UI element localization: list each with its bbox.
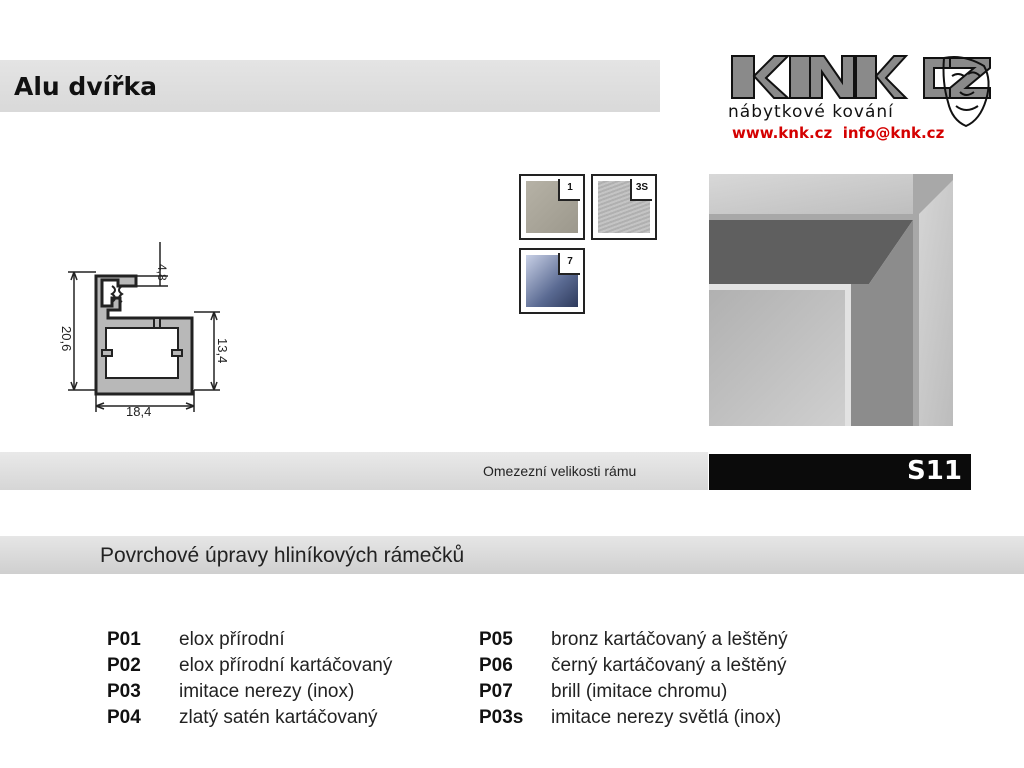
finish-name: imitace nerezy světlá (inox) bbox=[551, 707, 782, 728]
logo-wordmark: nábytkové kování bbox=[728, 102, 894, 122]
finish-code: P02 bbox=[107, 655, 141, 676]
dim-right-label: 13,4 bbox=[215, 338, 230, 364]
finish-code: P01 bbox=[107, 629, 141, 650]
swatch-label: 1 bbox=[558, 179, 580, 201]
dim-height-label: 20,6 bbox=[59, 326, 74, 352]
list-item bbox=[107, 705, 392, 731]
profile-section-shape bbox=[96, 276, 192, 394]
logo-contacts: www.knk.cz info@knk.cz bbox=[732, 124, 945, 142]
finish-name: bronz kartáčovaný a leštěný bbox=[551, 629, 788, 650]
list-item bbox=[479, 627, 788, 653]
frame-corner-photo bbox=[709, 174, 953, 426]
finish-code: P04 bbox=[107, 707, 141, 728]
dim-top-label: 4,8 bbox=[155, 264, 169, 281]
finish-code: P07 bbox=[479, 681, 513, 702]
finish-name: černý kartáčovaný a leštěný bbox=[551, 655, 787, 676]
list-item bbox=[107, 653, 392, 679]
list-item bbox=[107, 679, 392, 705]
finishes-section-title: Povrchové úpravy hliníkových rámečků bbox=[100, 544, 465, 567]
finishes-list-right bbox=[479, 627, 788, 731]
finish-code: P03s bbox=[479, 707, 524, 728]
finish-code: P05 bbox=[479, 629, 513, 650]
profile-code: S11 bbox=[907, 456, 962, 486]
finish-swatch-3s bbox=[591, 174, 657, 240]
list-item bbox=[479, 705, 788, 731]
list-item bbox=[107, 627, 392, 653]
dim-width-label: 18,4 bbox=[126, 404, 152, 419]
finish-name: elox přírodní bbox=[179, 629, 285, 650]
finish-name: imitace nerezy (inox) bbox=[179, 681, 355, 702]
page-title: Alu dvířka bbox=[14, 72, 158, 101]
finishes-list-left bbox=[107, 627, 392, 731]
finish-swatch-7 bbox=[519, 248, 585, 314]
finish-name: zlatý satén kartáčovaný bbox=[179, 707, 378, 728]
finish-code: P06 bbox=[479, 655, 513, 676]
swatch-label: 3S bbox=[630, 179, 652, 201]
finish-swatch-1 bbox=[519, 174, 585, 240]
finish-name: brill (imitace chromu) bbox=[551, 681, 728, 702]
list-item bbox=[479, 653, 788, 679]
frame-size-limit-label: Omezezní velikosti rámu bbox=[483, 463, 637, 479]
finish-name: elox přírodní kartáčovaný bbox=[179, 655, 393, 676]
profile-drawing bbox=[56, 232, 236, 422]
list-item bbox=[479, 679, 788, 705]
swatch-label: 7 bbox=[558, 253, 580, 275]
finish-code: P03 bbox=[107, 681, 141, 702]
